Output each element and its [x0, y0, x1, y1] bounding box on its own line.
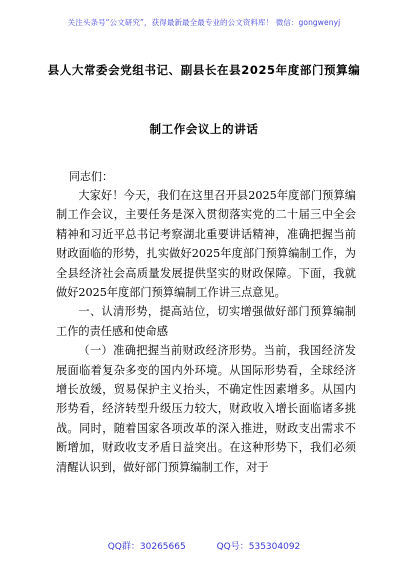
- paragraph-opening: 大家好！今天，我们在这里召开县2025年度部门预算编制工作会议，主要任务是深入贯彻落实党的二十届三中全会精神和习近平总书记考察湖北重要讲话精神，准确把握当前财政面临的形势，扎实做好2025年度部门预算编制工作，为全县经济社会高质量发展提供坚实的财政保障。下面，我就做好2025年度部门预算编制工作讲三点意见。: [56, 189, 356, 300]
- speech-body: [56, 186, 356, 477]
- qq-group-text: QQ群：30265665: [107, 542, 186, 552]
- header-watermark: 关注头条号“公文研究”，获得最新最全最专业的公文资料库！ 微信：gongwenyj: [67, 18, 341, 27]
- qq-number-text: QQ号：535304092: [216, 542, 301, 552]
- section-heading-1: 一、认清形势，提高站位，切实增强做好部门预算编制工作的责任感和使命感: [56, 305, 356, 338]
- document-title-line-2: 制工作会议上的讲话: [149, 122, 259, 136]
- footer-watermark: [0, 539, 408, 552]
- paragraph-subsection-1: （一）准确把握当前财政经济形势。当前，我国经济发展面临着复杂多变的国内外环境。从国际形势看，全球经济增长放缓，贸易保护主义抬头，不确定性因素增多。从国内形势看，经济转型升级压力较大，财政收入增长面临诸多挑战。同时，随着国家各项改革的深入推进，财政支出需求不断增加，财政收支矛盾日益突出。在这种形势下，我们必须清醒认识到，做好部门预算编制工作，对于: [56, 344, 356, 474]
- document-title-line-1: 县人大常委会党组书记、副县长在县2025年度部门预算编: [47, 63, 361, 77]
- salutation: 同志们：: [69, 170, 113, 183]
